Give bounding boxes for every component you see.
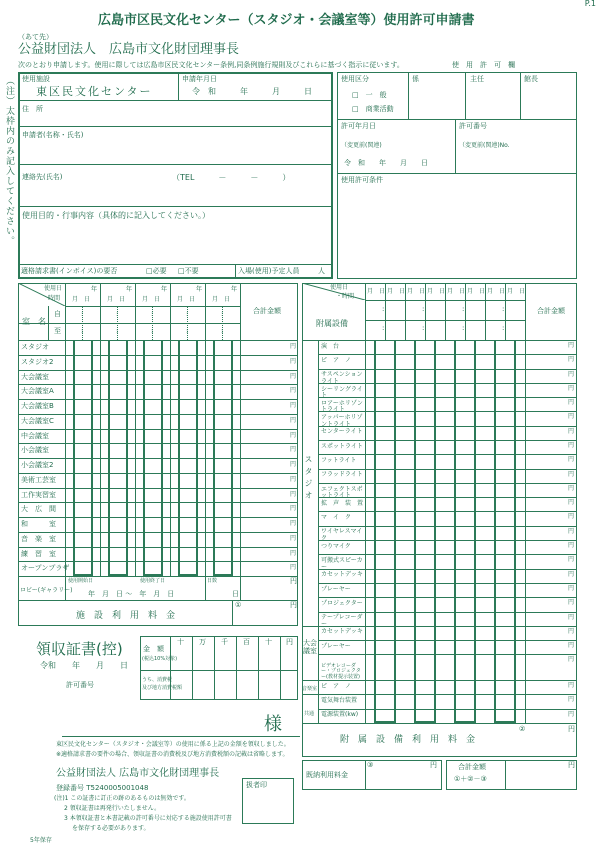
equipment-yen: 円 [568, 470, 575, 478]
to-label: 至 [54, 327, 61, 335]
room-yen: 円 [290, 343, 297, 350]
receipt-note-3: 3 本領収証書と本書記載の許可番号に対応する施設使用許可書 [64, 815, 232, 822]
tel-field[interactable]: （TEL － － ） [172, 173, 291, 182]
equipment-name: テープレコーダー [321, 614, 363, 628]
facility-fee-label: 施 設 利 用 料 金 [76, 611, 176, 621]
form-title: 広島市区民文化センター（スタジオ・会議室等）使用許可申請書 [98, 13, 475, 28]
room-yen: 円 [290, 387, 297, 395]
room-yen: 円 [290, 446, 297, 454]
mark-3: ③ [367, 761, 374, 769]
left-col-colon-from: : [81, 310, 84, 318]
equipment-yen: 円 [568, 499, 575, 507]
room-yen: 円 [290, 505, 297, 513]
from-label: 自 [54, 310, 61, 318]
receipt-text-2: ※適格請求書の要件の場合、領収証書の消費税及び地方消費税額の記載は省略します。 [56, 751, 289, 758]
corner-mark: P.1 [584, 0, 596, 8]
equipment-name: プロジェクター [321, 599, 363, 607]
equipment-name: マ イ ク [321, 514, 352, 522]
lobby-start-label: 使用開始日 [68, 578, 94, 584]
room-yen: 円 [290, 402, 297, 409]
addressee-prefix: （あて先） [18, 33, 53, 41]
receipt-text-1: 東区民文化センター（スタジオ・会議室等）の使用に係る上記の金額を領収しました。 [56, 741, 290, 748]
retention-note: 5年保存 [30, 837, 52, 844]
equipment-yen: 円 [568, 599, 575, 607]
room-yen: 円 [290, 431, 297, 439]
room-name: 小会議室2 [21, 461, 54, 469]
handler-seal-label: 扱者印 [246, 781, 267, 789]
equipment-name: 可搬式スピーカー [321, 557, 363, 571]
total-fee-yen: 円 [568, 761, 575, 769]
equipment-yen: 円 [568, 442, 575, 450]
room-name: 大会議室C [21, 416, 54, 425]
left-corner-date: 使用日 [44, 285, 63, 292]
equipment-name: ワイヤレスマイク [321, 528, 363, 543]
class-commercial-checkbox[interactable]: □ 商業活動 [352, 105, 394, 113]
paid-fee-yen: 円 [430, 761, 437, 769]
mark-2: ② [519, 725, 526, 733]
receipt-note-1: (注)1 この証書に訂正の跡のあるものは無効です。 [54, 795, 190, 802]
room-yen: 円 [290, 357, 297, 365]
contact-label: 連絡先(氏名) [22, 173, 63, 181]
left-col-colon-to: : [221, 327, 224, 335]
permit-date-value[interactable]: 令 和 年 月 日 [344, 159, 428, 167]
digit-yen: 円 [286, 638, 293, 646]
total-fee-formula: ①＋②－③ [454, 775, 487, 783]
right-col-monthday: 月 日 [507, 288, 526, 295]
staff-director: 館長 [524, 75, 538, 83]
room-name: スタジオ [21, 343, 49, 351]
group-common: 共通 [304, 711, 315, 717]
room-name: 美術工芸室 [21, 475, 56, 484]
equipment-name: フラッドライト [321, 471, 363, 479]
room-name: オープンプラザ [21, 564, 70, 573]
permit-no-changed: （変更前(関連)No. [459, 142, 510, 149]
equipment-yen: 円 [568, 542, 575, 550]
attendees-unit: 人 [318, 267, 325, 275]
equipment-name: フットライト [321, 456, 357, 464]
receipt-note-4: を保存する必要があります。 [72, 825, 150, 832]
equipment-name: スポットライト [321, 442, 363, 450]
equipment-name: プレーヤー [321, 585, 351, 593]
invoice-need-checkbox[interactable]: □必要 [146, 267, 167, 275]
right-col-colon: : [462, 324, 465, 332]
lobby-period[interactable]: 年 月 日 ～ 年 月 日 [88, 590, 175, 598]
receipt-permit-no: 許可番号 [66, 681, 94, 689]
equipment-yen: 円 [568, 642, 575, 650]
room-yen: 円 [290, 475, 297, 483]
right-col-colon: : [422, 324, 425, 332]
right-col-monthday: 月 日 [407, 288, 426, 295]
equipment-name: ピ ア ノ [321, 682, 352, 690]
left-col-colon-to: : [186, 327, 189, 335]
equipment-yen: 円 [568, 556, 575, 564]
equipment-name: センターライト [321, 428, 363, 436]
left-col-colon-from: : [186, 310, 189, 318]
equipment-name: 電源装置(kw) [321, 711, 359, 719]
room-name: 音 楽 室 [21, 534, 56, 543]
right-corner-date: 使用日 [330, 284, 349, 291]
receipt-title: 領収証書(控) [36, 640, 123, 658]
left-col-year: 年 [161, 286, 168, 293]
facility-label: 使用施設 [22, 75, 50, 83]
sama-honorific: 様 [264, 714, 282, 735]
left-col-colon-from: : [151, 310, 154, 318]
left-col-year: 年 [231, 286, 238, 293]
equipment-header: 附属設備 [316, 319, 348, 328]
left-col-colon-to: : [151, 327, 154, 335]
room-yen: 円 [290, 461, 297, 468]
equipment-name: ピ ア ノ [321, 356, 352, 364]
left-col-monthday: 月 日 [142, 296, 161, 303]
equipment-name: シーリングライト [321, 385, 363, 400]
attendees-label: 入場(使用)予定人員 [238, 267, 300, 275]
room-name: スタジオ2 [21, 357, 54, 366]
paid-fee-label: 既納利用料金 [306, 771, 348, 779]
room-yen: 円 [290, 549, 297, 557]
room-yen: 円 [290, 520, 297, 527]
left-col-year: 年 [91, 286, 98, 293]
receipt-issuer: 公益財団法人 広島市文化財団理事長 [56, 768, 220, 779]
equipment-name: サスペンションライト [321, 371, 363, 385]
group-hall: 大会議室 [303, 639, 317, 655]
room-name: 大会議室 [21, 372, 49, 381]
addressee: 公益財団法人 広島市文化財団理事長 [18, 42, 240, 57]
equipment-yen: 円 [568, 613, 575, 621]
equipment-name: カセットデッキ [321, 571, 363, 579]
digit-ten-thousand-ten: 十 [177, 638, 184, 646]
intro-text: 次のとおり申請します。使用に際しては広島市区民文化センター条例,同条例施行規則及びこれらに基づく指示に従います。 [18, 61, 404, 69]
left-col-colon-to: : [81, 327, 84, 335]
digit-man: 万 [199, 638, 206, 646]
equipment-yen: 円 [568, 627, 575, 635]
left-col-year: 年 [126, 286, 133, 293]
conditions-label: 使用許可条件 [341, 176, 383, 184]
left-col-monthday: 月 日 [212, 296, 231, 303]
equipment-name: 演 台 [321, 342, 340, 350]
equipment-yen: 円 [568, 342, 575, 349]
right-total-label: 合計金額 [537, 307, 565, 315]
room-name: 中会議室 [21, 431, 49, 440]
days-label: 日数 [207, 578, 218, 584]
room-name: 大 広 間 [21, 505, 56, 514]
receipt-date[interactable]: 令和 年 月 日 [40, 661, 128, 670]
permit-no-label: 許可番号 [459, 122, 487, 130]
invoice-label: 適格請求書(インボイス)の要否 [21, 267, 118, 275]
amount-label: 金 額 [143, 645, 164, 653]
equipment-name: カセットデッキ [321, 628, 363, 636]
equipment-name: 電気舞台装置 [321, 697, 358, 705]
digit-hyaku: 百 [243, 638, 250, 646]
equipment-yen: 円 [568, 370, 575, 378]
equipment-yen: 円 [568, 356, 575, 364]
equipment-yen: 円 [568, 696, 575, 704]
right-col-monthday: 月 日 [367, 288, 386, 295]
room-yen: 円 [290, 416, 297, 424]
room-name: 練 習 室 [21, 549, 56, 558]
room-yen: 円 [290, 564, 297, 572]
equipment-name: 拡 声 装 置 [321, 499, 364, 507]
right-col-monthday: 月 日 [467, 288, 486, 295]
lobby-label: ロビー(ギャラリー) [20, 587, 73, 594]
mark-1: ① [235, 601, 242, 609]
digit-juu: 十 [265, 638, 272, 646]
invoice-noneed-checkbox[interactable]: □不要 [178, 267, 199, 275]
left-col-colon-to: : [116, 327, 119, 335]
registration-number: 登録番号 T5240005001048 [56, 784, 149, 792]
facility-value[interactable]: 東区民文化センター [36, 85, 153, 98]
equipment-fee-yen: 円 [568, 725, 575, 733]
left-col-monthday: 月 日 [177, 296, 196, 303]
equipment-yen: 円 [568, 427, 575, 435]
tax-sub: 及び地方消費税額 [142, 685, 183, 691]
equipment-yen: 円 [568, 384, 575, 392]
left-col-monthday: 月 日 [107, 296, 126, 303]
days-unit: 日 [232, 590, 239, 598]
equipment-yen: 円 [568, 513, 575, 521]
right-col-monthday: 月 日 [447, 288, 466, 295]
room-yen: 円 [290, 490, 297, 498]
right-col-monthday: 月 日 [487, 288, 506, 295]
left-col-monthday: 月 日 [72, 296, 91, 303]
right-col-monthday: 月 日 [427, 288, 446, 295]
left-col-year: 年 [196, 286, 203, 293]
left-col-colon-from: : [221, 310, 224, 318]
equipment-name: エフェクトスポットライト [321, 485, 363, 500]
apply-date-label: 申請年月日 [182, 75, 217, 83]
right-col-colon: : [462, 305, 465, 313]
tax-label: うち、消費税 [142, 677, 173, 683]
applicant-name-label: 申請者(名称・氏名) [22, 131, 84, 139]
right-col-colon: : [502, 324, 505, 332]
right-corner-time: ・時間 [336, 293, 355, 300]
equipment-name: プレーヤー [321, 642, 351, 650]
group-studio: スタジオ [304, 455, 313, 503]
room-name: 大会議室B [21, 402, 54, 410]
right-col-colon: : [502, 305, 505, 313]
purpose-label: 使用目的・行事内容（具体的に記入してください。） [22, 211, 210, 220]
total-fee-label: 合計金額 [458, 763, 486, 771]
permit-column-title: 使 用 許 可 欄 [452, 61, 515, 69]
equipment-name: つりマイク [321, 542, 351, 550]
equipment-yen: 円 [568, 710, 575, 718]
equipment-name: アッパーホリゾントライト [321, 414, 363, 428]
left-total-label: 合計金額 [253, 307, 281, 315]
equipment-yen: 円 [568, 456, 575, 464]
right-col-colon: : [382, 324, 385, 332]
equipment-name: ロアーホリゾントライト [321, 399, 363, 414]
room-name: 和 室 [21, 520, 56, 528]
right-col-colon: : [422, 305, 425, 313]
equipment-name: ビデオレコーダー・プロジェクター(教材提示装置) [321, 662, 361, 680]
equipment-yen: 円 [568, 484, 575, 492]
room-yen: 円 [290, 372, 297, 380]
room-yen: 円 [290, 534, 297, 542]
right-col-monthday: 月 日 [387, 288, 406, 295]
room-header: 室 名 [22, 317, 46, 326]
room-name: 大会議室A [21, 387, 54, 396]
left-col-colon-from: : [116, 310, 119, 318]
group-music: 音楽室 [302, 686, 318, 692]
side-note: （注）太枠内のみ記入してください。 [4, 76, 14, 246]
room-name: 工作実習室 [21, 490, 56, 499]
class-general-checkbox[interactable]: □ 一 般 [352, 91, 387, 99]
apply-date-field[interactable]: 令 和 年 月 日 [192, 87, 312, 96]
equipment-yen: 円 [568, 682, 575, 690]
equipment-yen: 円 [568, 527, 575, 535]
equipment-yen: 円 [568, 399, 575, 407]
lobby-end-label: 使用終了日 [140, 578, 166, 584]
amount-sub: (税込10%対象) [142, 656, 178, 662]
permit-date-label: 許可年月日 [341, 122, 376, 130]
staff-clerk: 係 [412, 75, 419, 83]
equipment-yen: 円 [568, 413, 575, 421]
lobby-yen: 円 [290, 577, 297, 585]
left-corner-time: 時間 [48, 295, 61, 302]
address-label: 住 所 [22, 105, 43, 113]
equipment-yen: 円 [568, 570, 575, 578]
digit-sen: 千 [221, 638, 228, 646]
permit-class-label: 使用区分 [341, 75, 369, 83]
facility-fee-yen: 円 [290, 601, 297, 609]
staff-chief: 主任 [470, 75, 484, 83]
right-col-colon: : [382, 305, 385, 313]
permit-date-changed: （変更前(関連) [341, 142, 382, 149]
equipment-fee-label: 附 属 設 備 利 用 料 金 [340, 735, 476, 745]
equipment-yen: 円 [568, 584, 575, 592]
receipt-note-2: 2 領収証書は再発行いたしません。 [64, 805, 161, 812]
equipment-yen: 円 [568, 656, 575, 664]
room-name: 小会議室 [21, 446, 49, 455]
